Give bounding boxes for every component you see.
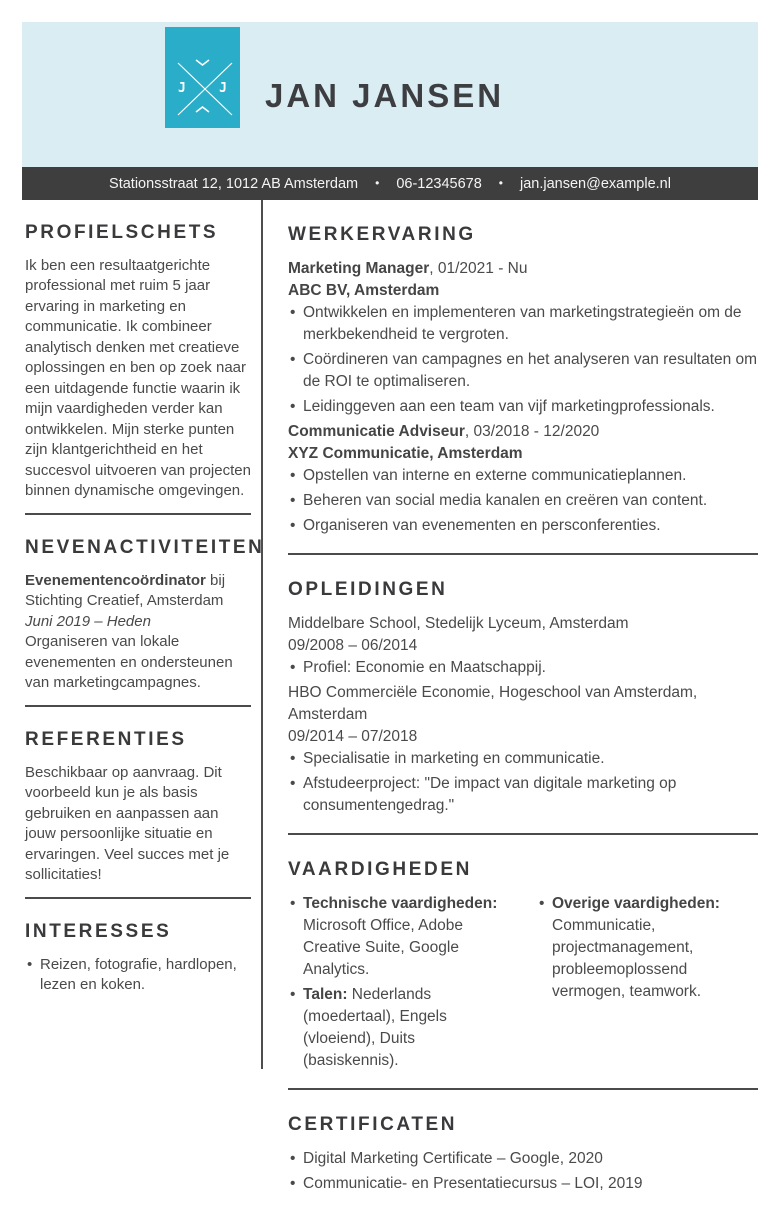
section-title-profile: PROFIELSCHETS <box>25 222 219 243</box>
job-company: XYZ Communicatie, Amsterdam <box>288 444 523 462</box>
list-item: • Specialisatie in marketing en communicatie. <box>288 748 758 770</box>
skill-label: Technische vaardigheden: <box>303 894 498 912</box>
person-name: JAN JANSEN <box>265 77 505 114</box>
contact-bar <box>22 167 758 200</box>
skills-column-left <box>288 893 509 1075</box>
list-item: • Reizen, fotografie, hardlopen, lezen en koken. <box>25 955 251 996</box>
job-period: , 03/2018 - 12/2020 <box>464 422 600 440</box>
section-title-education: OPLEIDINGEN <box>288 578 448 600</box>
job-period: , 01/2021 - Nu <box>429 259 528 277</box>
skill-label: Overige vaardigheden: <box>552 894 720 912</box>
skills-columns <box>288 893 758 1075</box>
list-item: • Ontwikkelen en implementeren van marketingstrategieën om de merkbekendheid te vergroten. <box>288 302 758 346</box>
logo-x-icon <box>165 27 240 128</box>
separator-dot: • <box>375 175 380 190</box>
job-company: ABC BV, Amsterdam <box>288 281 440 299</box>
section-title-experience: WERKERVARING <box>288 224 476 245</box>
list-item: • Coördineren van campagnes en het analyseren van resultaten om de ROI te optimaliseren. <box>288 349 758 393</box>
list-item: • Afstudeerproject: "De impact van digitale marketing op consumentengedrag." <box>288 773 758 817</box>
skills-column-right <box>537 893 758 1075</box>
education-bullet-list <box>288 657 758 679</box>
section-side-activities <box>25 515 265 705</box>
list-item: • Profiel: Economie en Maatschappij. <box>288 657 758 679</box>
separator-dot: • <box>498 175 503 190</box>
left-column <box>22 200 263 1069</box>
references-text: Beschikbaar op aanvraag. Dit voorbeeld kun je als basis gebruiken en aanpassen aan jouw persoonlijke situatie en ervaringen. Veel succes met je sollicitaties! <box>25 763 230 884</box>
job-role-line <box>288 421 758 443</box>
chevron-down-icon <box>196 60 209 65</box>
side-activity-org: bij Stichting Creatief, Amsterdam <box>25 571 226 610</box>
list-item: • Organiseren van evenementen en persconferenties. <box>288 515 758 537</box>
job-bullet-list <box>288 465 758 537</box>
job-role: Marketing Manager <box>288 259 430 277</box>
side-activity-description: Organiseren van lokale evenementen en ondersteunen van marketingcampagnes. <box>25 633 233 692</box>
logo-monogram <box>165 27 240 128</box>
section-title-skills: VAARDIGHEDEN <box>288 858 472 880</box>
skill-text: Communicatie, projectmanagement, probleemoplossend vermogen, teamwork. <box>552 916 702 1000</box>
job-role-line <box>288 258 758 280</box>
skill-label: Talen: <box>303 985 348 1003</box>
section-skills <box>288 835 758 1088</box>
skills-list <box>288 893 509 1072</box>
section-education <box>288 555 758 833</box>
side-activity-role-line <box>25 571 251 612</box>
skill-text: Nederlands (moedertaal), Engels (vloeiend), Duits (basiskennis). <box>303 985 447 1069</box>
education-school: HBO Commerciële Economie, Hogeschool van Amsterdam, Amsterdam <box>288 683 698 723</box>
skill-text: Microsoft Office, Adobe Creative Suite, Google Analytics. <box>303 916 463 978</box>
section-profile <box>25 200 251 513</box>
education-bullet-list <box>288 748 758 817</box>
education-period: 09/2014 – 07/2018 <box>288 727 418 745</box>
contact-address: Stationsstraat 12, 1012 AB Amsterdam <box>109 175 359 192</box>
section-interests <box>25 899 251 1010</box>
body-columns <box>22 200 758 1192</box>
job-entry <box>288 421 758 537</box>
section-certificates <box>288 1090 758 1211</box>
chevron-up-icon <box>196 107 209 112</box>
side-activity-period: Juni 2019 – Heden <box>25 612 151 630</box>
job-entry <box>288 258 758 418</box>
section-title-certificates: CERTIFICATEN <box>288 1113 458 1135</box>
education-school: Middelbare School, Stedelijk Lyceum, Amsterdam <box>288 614 629 632</box>
education-period: 09/2008 – 06/2014 <box>288 636 418 654</box>
profile-text: Ik ben een resultaatgerichte professional met ruim 5 jaar ervaring in marketing en communicatie. Ik combineer analytisch denken met creatieve oplossingen en ben op zoek naar een uitdagende functie waarin ik mijn vaardigheden verder kan ontwikkelen. Mijn sterke punten zijn klantgerichtheid en het succesvol uitvoeren van projecten binnen dynamische omgevingen. <box>25 256 251 500</box>
section-title-references: REFERENTIES <box>25 728 187 750</box>
list-item <box>537 893 758 1003</box>
interests-list <box>25 955 251 996</box>
section-experience <box>288 200 758 553</box>
education-entry <box>288 613 758 679</box>
contact-email: jan.jansen@example.nl <box>520 175 671 192</box>
skills-list <box>537 893 758 1003</box>
section-title-interests: INTERESSES <box>25 920 172 942</box>
monogram-letter-right: J <box>219 81 227 96</box>
right-column <box>263 200 758 1192</box>
list-item: • Digital Marketing Certificate – Google, 2020 <box>288 1148 758 1170</box>
list-item <box>288 984 509 1072</box>
list-item <box>288 893 509 981</box>
side-activity-role: Evenementencoördinator <box>25 571 206 589</box>
header-band <box>22 22 758 167</box>
job-role: Communicatie Adviseur <box>288 422 465 440</box>
list-item: • Opstellen van interne en externe communicatieplannen. <box>288 465 758 487</box>
contact-phone: 06-12345678 <box>396 175 482 192</box>
list-item: • Leidinggeven aan een team van vijf marketingprofessionals. <box>288 396 758 418</box>
list-item: • Communicatie- en Presentatiecursus – LOI, 2019 <box>288 1173 758 1195</box>
monogram-letter-left: J <box>178 81 186 96</box>
certificates-list <box>288 1148 758 1195</box>
education-entry <box>288 682 758 817</box>
section-title-side-activities: NEVENACTIVITEITEN <box>25 536 265 558</box>
section-references <box>25 707 251 897</box>
list-item: • Beheren van social media kanalen en creëren van content. <box>288 490 758 512</box>
job-bullet-list <box>288 302 758 418</box>
